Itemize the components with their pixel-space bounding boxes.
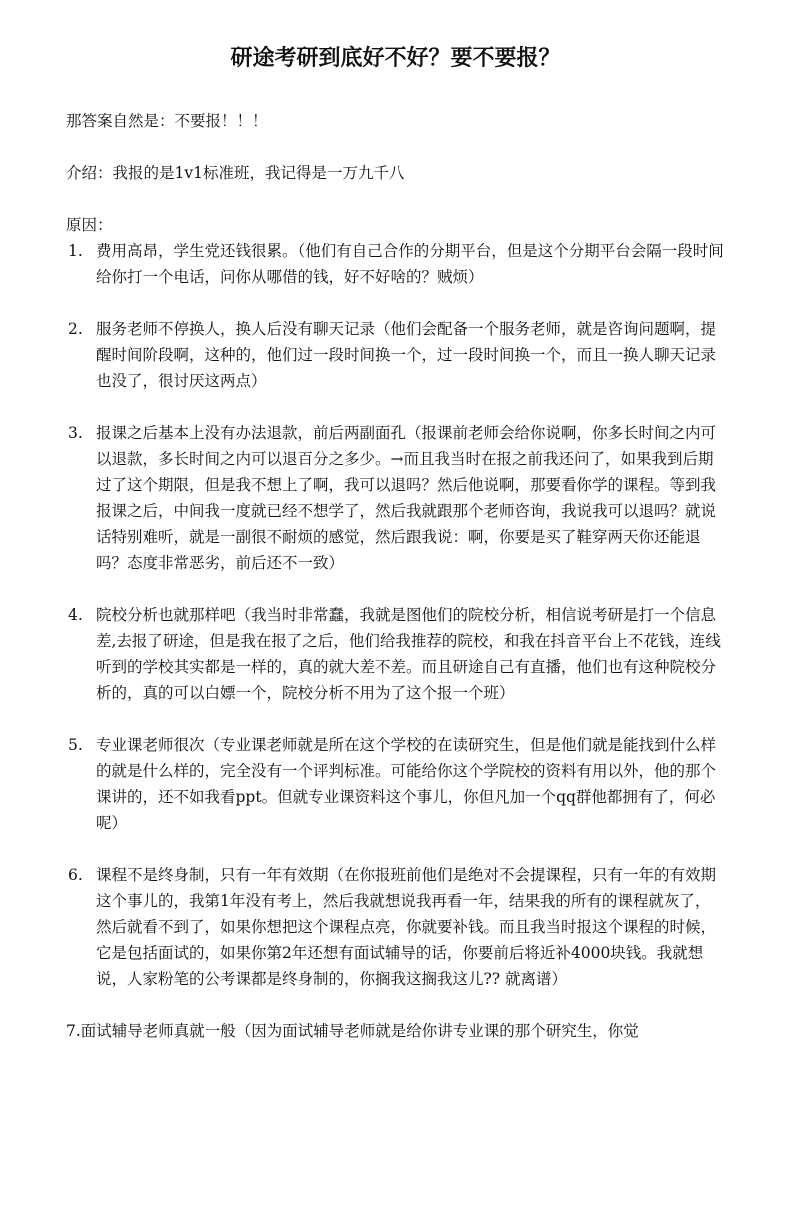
reasons-list [66,238,725,992]
page-title: 研途考研到底好不好？要不要报？ [230,46,561,71]
reason-text: 课程不是终身制，只有一年有效期（在你报班前他们是绝对不会提课程，只有一年的有效期这个事儿的，我第1年没有考上，然后我就想说我再看一年，结果我的所有的课程就灰了，然后就看不到了，如果你想把这个课程点亮，你就要补钱。而且我当时报这个课程的时候，它是包括面试的，如果你第2年还想有面试辅导的话，你要前后将近补4000块钱。我就想说，人家粉笔的公考课都是终身制的，你搁我这搁我这儿?? 就离谱） [96,866,717,988]
reason-item [66,732,725,836]
reason-number: 4. [68,606,83,624]
reason-item [66,862,725,992]
reason-text: 专业课老师很次（专业课老师就是所在这个学校的在读研究生，但是他们就是能找到什么样的就是什么样的，完全没有一个评判标准。可能给你这个学院校的资料有用以外，他的那个课讲的，还不如我看ppt。但就专业课资料这个事儿，你但凡加一个qq群他都拥有了，何必呢） [96,736,717,832]
reason-item [66,316,725,394]
reasons-label: 原因： [66,216,113,234]
reason-number: 5. [68,736,83,754]
reason-item [66,602,725,706]
reason-item-7-partial: 7.面试辅导老师真就一般（因为面试辅导老师就是给你讲专业课的那个研究生，你觉 [66,1022,639,1040]
reason-number: 1. [68,242,83,260]
reason-number: 2. [68,320,83,338]
reason-text: 费用高昂，学生党还钱很累。（他们有自己合作的分期平台，但是这个分期平台会隔一段时间给你打一个电话，问你从哪借的钱，好不好啥的？贼烦） [96,242,724,286]
reason-text: 报课之后基本上没有办法退款，前后两副面孔（报课前老师会给你说啊，你多长时间之内可以退款，多长时间之内可以退百分之多少。→而且我当时在报之前我还问了，如果我到后期过了这个期限，但是我不想上了啊，我可以退吗？然后他说啊，那要看你学的课程。等到我报课之后，中间我一度就已经不想学了，然后我就跟那个老师咨询，我说我可以退吗？就说话特别难听，就是一副很不耐烦的感觉，然后跟我说：啊，你要是买了鞋穿两天你还能退吗？态度非常恶劣，前后还不一致） [96,424,717,572]
reason-item [66,420,725,576]
reason-number: 3. [68,424,83,442]
intro-info: 介绍：我报的是1v1标准班，我记得是一万九千八 [66,164,405,182]
intro-answer: 那答案自然是：不要报！！！ [66,112,268,130]
reason-text: 院校分析也就那样吧（我当时非常蠢，我就是图他们的院校分析，相信说考研是打一个信息差,去报了研途，但是我在报了之后，他们给我推荐的院校，和我在抖音平台上不花钱，连线听到的学校其实都是一样的，真的就大差不差。而且研途自己有直播，他们也有这种院校分析的，真的可以白嫖一个，院校分析不用为了这个报一个班） [96,606,721,702]
reason-text: 服务老师不停换人，换人后没有聊天记录（他们会配备一个服务老师，就是咨询问题啊，提醒时间阶段啊，这种的，他们过一段时间换一个，过一段时间换一个，而且一换人聊天记录也没了，很讨厌这两点） [96,320,717,390]
reason-number: 6. [68,866,83,884]
reason-item [66,238,725,290]
